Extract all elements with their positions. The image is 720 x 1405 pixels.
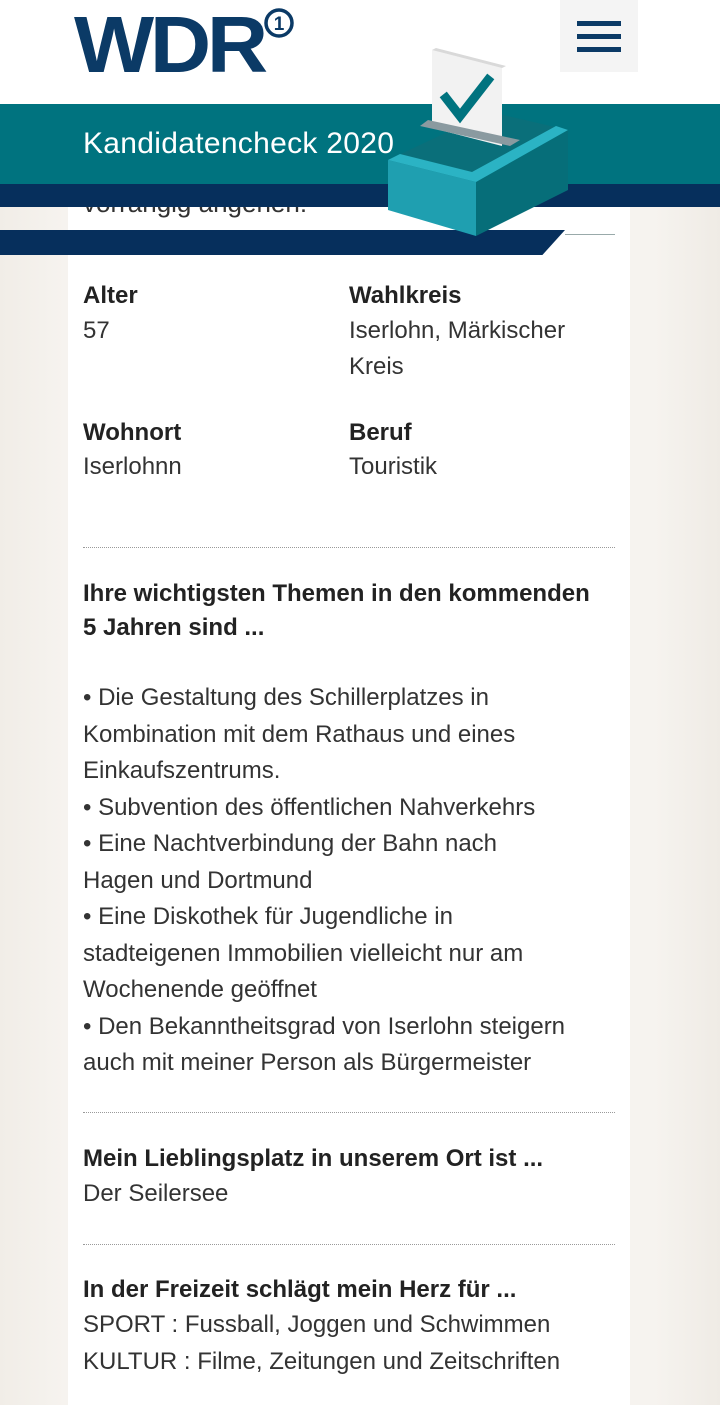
district-value-line1: Iserlohn, Märkischer	[349, 317, 566, 344]
list-item: • Die Gestaltung des Schillerplatzes in	[83, 684, 489, 711]
topics-heading-line1: Ihre wichtigsten Themen in den kommenden	[83, 580, 590, 607]
leisure-line-culture: KULTUR : Filme, Zeitungen und Zeitschriften	[83, 1348, 561, 1375]
banner-stripe	[0, 184, 720, 207]
job-label: Beruf	[349, 419, 412, 446]
list-item: • Eine Diskothek für Jugendliche in	[83, 903, 453, 930]
district-value-line2: Kreis	[349, 353, 404, 380]
list-item: • Eine Nachtverbindung der Bahn nach	[83, 830, 498, 857]
leisure-heading: In der Freizeit schlägt mein Herz für ...	[83, 1276, 517, 1303]
list-item: auch mit meiner Person als Bürgermeister	[83, 1049, 532, 1076]
list-item: • Subvention des öffentlichen Nahverkehrs	[83, 793, 536, 821]
topics-list	[83, 680, 623, 1082]
list-item: stadteigenen Immobilien vielleicht nur am	[83, 939, 524, 967]
list-item: Hagen und Dortmund	[83, 866, 313, 894]
section-divider	[83, 1244, 615, 1245]
residence-label: Wohnort	[83, 419, 182, 446]
section-divider	[83, 547, 615, 548]
svg-text:WDR: WDR	[74, 4, 268, 76]
section-divider	[83, 1112, 615, 1113]
svg-text:1: 1	[273, 14, 285, 35]
list-item: • Den Bekanntheitsgrad von Iserlohn steigern	[83, 1012, 566, 1040]
list-item: Kombination mit dem Rathaus und eines	[83, 720, 516, 748]
age-label: Alter	[83, 282, 138, 309]
section-title: Kandidatencheck 2020	[83, 127, 395, 160]
list-item: Einkaufszentrums.	[83, 757, 281, 784]
top-header	[0, 0, 720, 104]
leisure-line-sport: SPORT : Fussball, Joggen und Schwimmen	[83, 1311, 551, 1338]
favorite-place-answer: Der Seilersee	[83, 1180, 229, 1207]
ballot-box-icon	[380, 40, 580, 240]
topics-heading-line2: 5 Jahren sind ...	[83, 614, 265, 641]
residence-value: Iserlohnn	[83, 453, 182, 480]
age-value: 57	[83, 317, 110, 344]
favorite-place-heading: Mein Lieblingsplatz in unserem Ort ist ...	[83, 1145, 544, 1172]
wdr-logo[interactable]	[74, 4, 296, 76]
district-label: Wahlkreis	[349, 282, 462, 309]
topics-heading	[83, 577, 618, 645]
list-item: Wochenende geöffnet	[83, 976, 317, 1003]
job-value: Touristik	[349, 453, 438, 480]
